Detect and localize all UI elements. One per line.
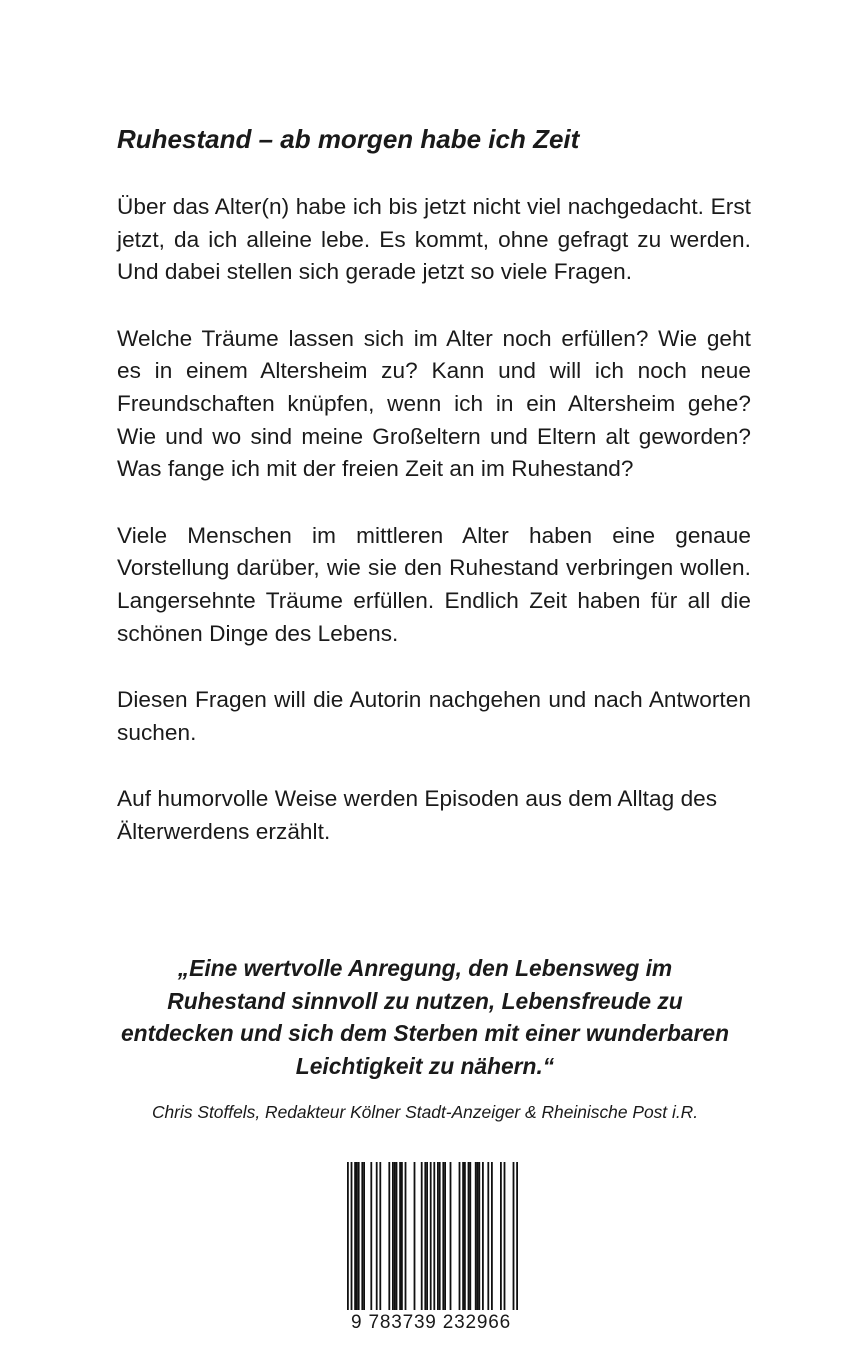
isbn-barcode	[335, 1160, 527, 1346]
isbn-number: 9 783739 232966	[335, 1310, 527, 1336]
barcode-bar	[414, 1162, 416, 1312]
barcode-bar	[424, 1162, 426, 1312]
blurb-title: Ruhestand – ab morgen habe ich Zeit	[117, 124, 580, 154]
barcode-bar	[405, 1162, 407, 1312]
barcode-bar	[487, 1162, 489, 1312]
barcode-bar	[376, 1162, 378, 1312]
barcode-bar	[500, 1162, 502, 1312]
barcode-bar	[464, 1162, 466, 1312]
barcode-bar	[388, 1162, 390, 1312]
barcode-bar	[442, 1162, 444, 1312]
blurb-paragraph-5: Auf humorvolle Weise werden Episoden aus dem Alltag des Älterwerdens erzählt.	[117, 786, 718, 844]
barcode-bar	[433, 1162, 435, 1334]
barcode-bar	[394, 1162, 396, 1312]
barcode-bar	[468, 1162, 470, 1312]
barcode-bar	[459, 1162, 461, 1312]
barcode-bar	[401, 1162, 403, 1312]
quote-line-4: Leichtigkeit zu nähern.“	[295, 1052, 555, 1079]
barcode-bar	[351, 1162, 353, 1334]
barcode-bar	[426, 1162, 428, 1312]
blurb-paragraph-3: Viele Menschen im mittleren Alter haben eine genaue Vorstellung darüber, wie sie den Ruhestand verbringen wollen. Langersehnte Träume erfüllen. Endlich Zeit haben für all die schönen Dinge des Lebens.	[117, 522, 751, 646]
barcode-bar	[430, 1162, 432, 1334]
barcode-bar	[392, 1162, 394, 1312]
barcode-bar	[482, 1162, 484, 1312]
barcode-bar	[516, 1162, 518, 1334]
blurb-paragraph-1: Über das Alter(n) habe ich bis jetzt nicht viel nachgedacht. Erst jetzt, da ich alleine lebe. Es kommt, ohne gefragt zu werden. Und dabei stellen sich gerade jetzt so viele Fragen.	[117, 194, 751, 285]
quote-line-3: entdecken und sich dem Sterben mit einer wunderbaren	[120, 1020, 730, 1046]
quote-line-1: „Eine wertvolle Anregung, den Lebensweg im	[177, 955, 673, 981]
barcode-bar	[477, 1162, 479, 1312]
barcode-bar	[361, 1162, 363, 1312]
barcode-bar	[396, 1162, 398, 1312]
barcode-bar	[478, 1162, 480, 1312]
barcode-bar	[399, 1162, 401, 1312]
barcode-bar	[469, 1162, 471, 1312]
barcode-bar	[354, 1162, 356, 1312]
review-quote	[100, 952, 750, 1082]
blurb-paragraph-4: Diesen Fragen will die Autorin nachgehen und nach Antworten suchen.	[117, 687, 751, 745]
barcode-bar	[347, 1162, 349, 1334]
barcode-bar	[370, 1162, 372, 1312]
barcode-bar	[358, 1162, 360, 1312]
quote-attribution: Chris Stoffels, Redakteur Kölner Stadt-Anzeiger & Rheinische Post i.R.	[151, 1102, 699, 1122]
barcode-bar	[356, 1162, 358, 1312]
blurb-body	[117, 191, 751, 883]
barcode-bar	[421, 1162, 423, 1312]
barcode-bar	[439, 1162, 441, 1312]
barcode-bar	[491, 1162, 493, 1312]
barcode-bar	[450, 1162, 452, 1312]
barcode-bar	[513, 1162, 515, 1334]
blurb-paragraph-2: Welche Träume lassen sich im Alter noch erfüllen? Wie geht es in einem Altersheim zu? Kann und will ich noch neue Freundschaften knüpfen, wenn ich in ein Altersheim gehe? Wie und wo sind meine Großeltern und Eltern alt geworden? Was fange ich mit der freien Zeit an im Ruhestand?	[117, 325, 751, 482]
barcode-bar	[444, 1162, 446, 1312]
barcode-bar	[504, 1162, 506, 1312]
quote-line-2: Ruhestand sinnvoll zu nutzen, Lebensfreude zu	[167, 987, 683, 1014]
barcode-bar	[379, 1162, 381, 1312]
barcode-bar	[437, 1162, 439, 1312]
barcode-bar	[363, 1162, 365, 1312]
barcode-bar	[462, 1162, 464, 1312]
barcode-bar	[475, 1162, 477, 1312]
